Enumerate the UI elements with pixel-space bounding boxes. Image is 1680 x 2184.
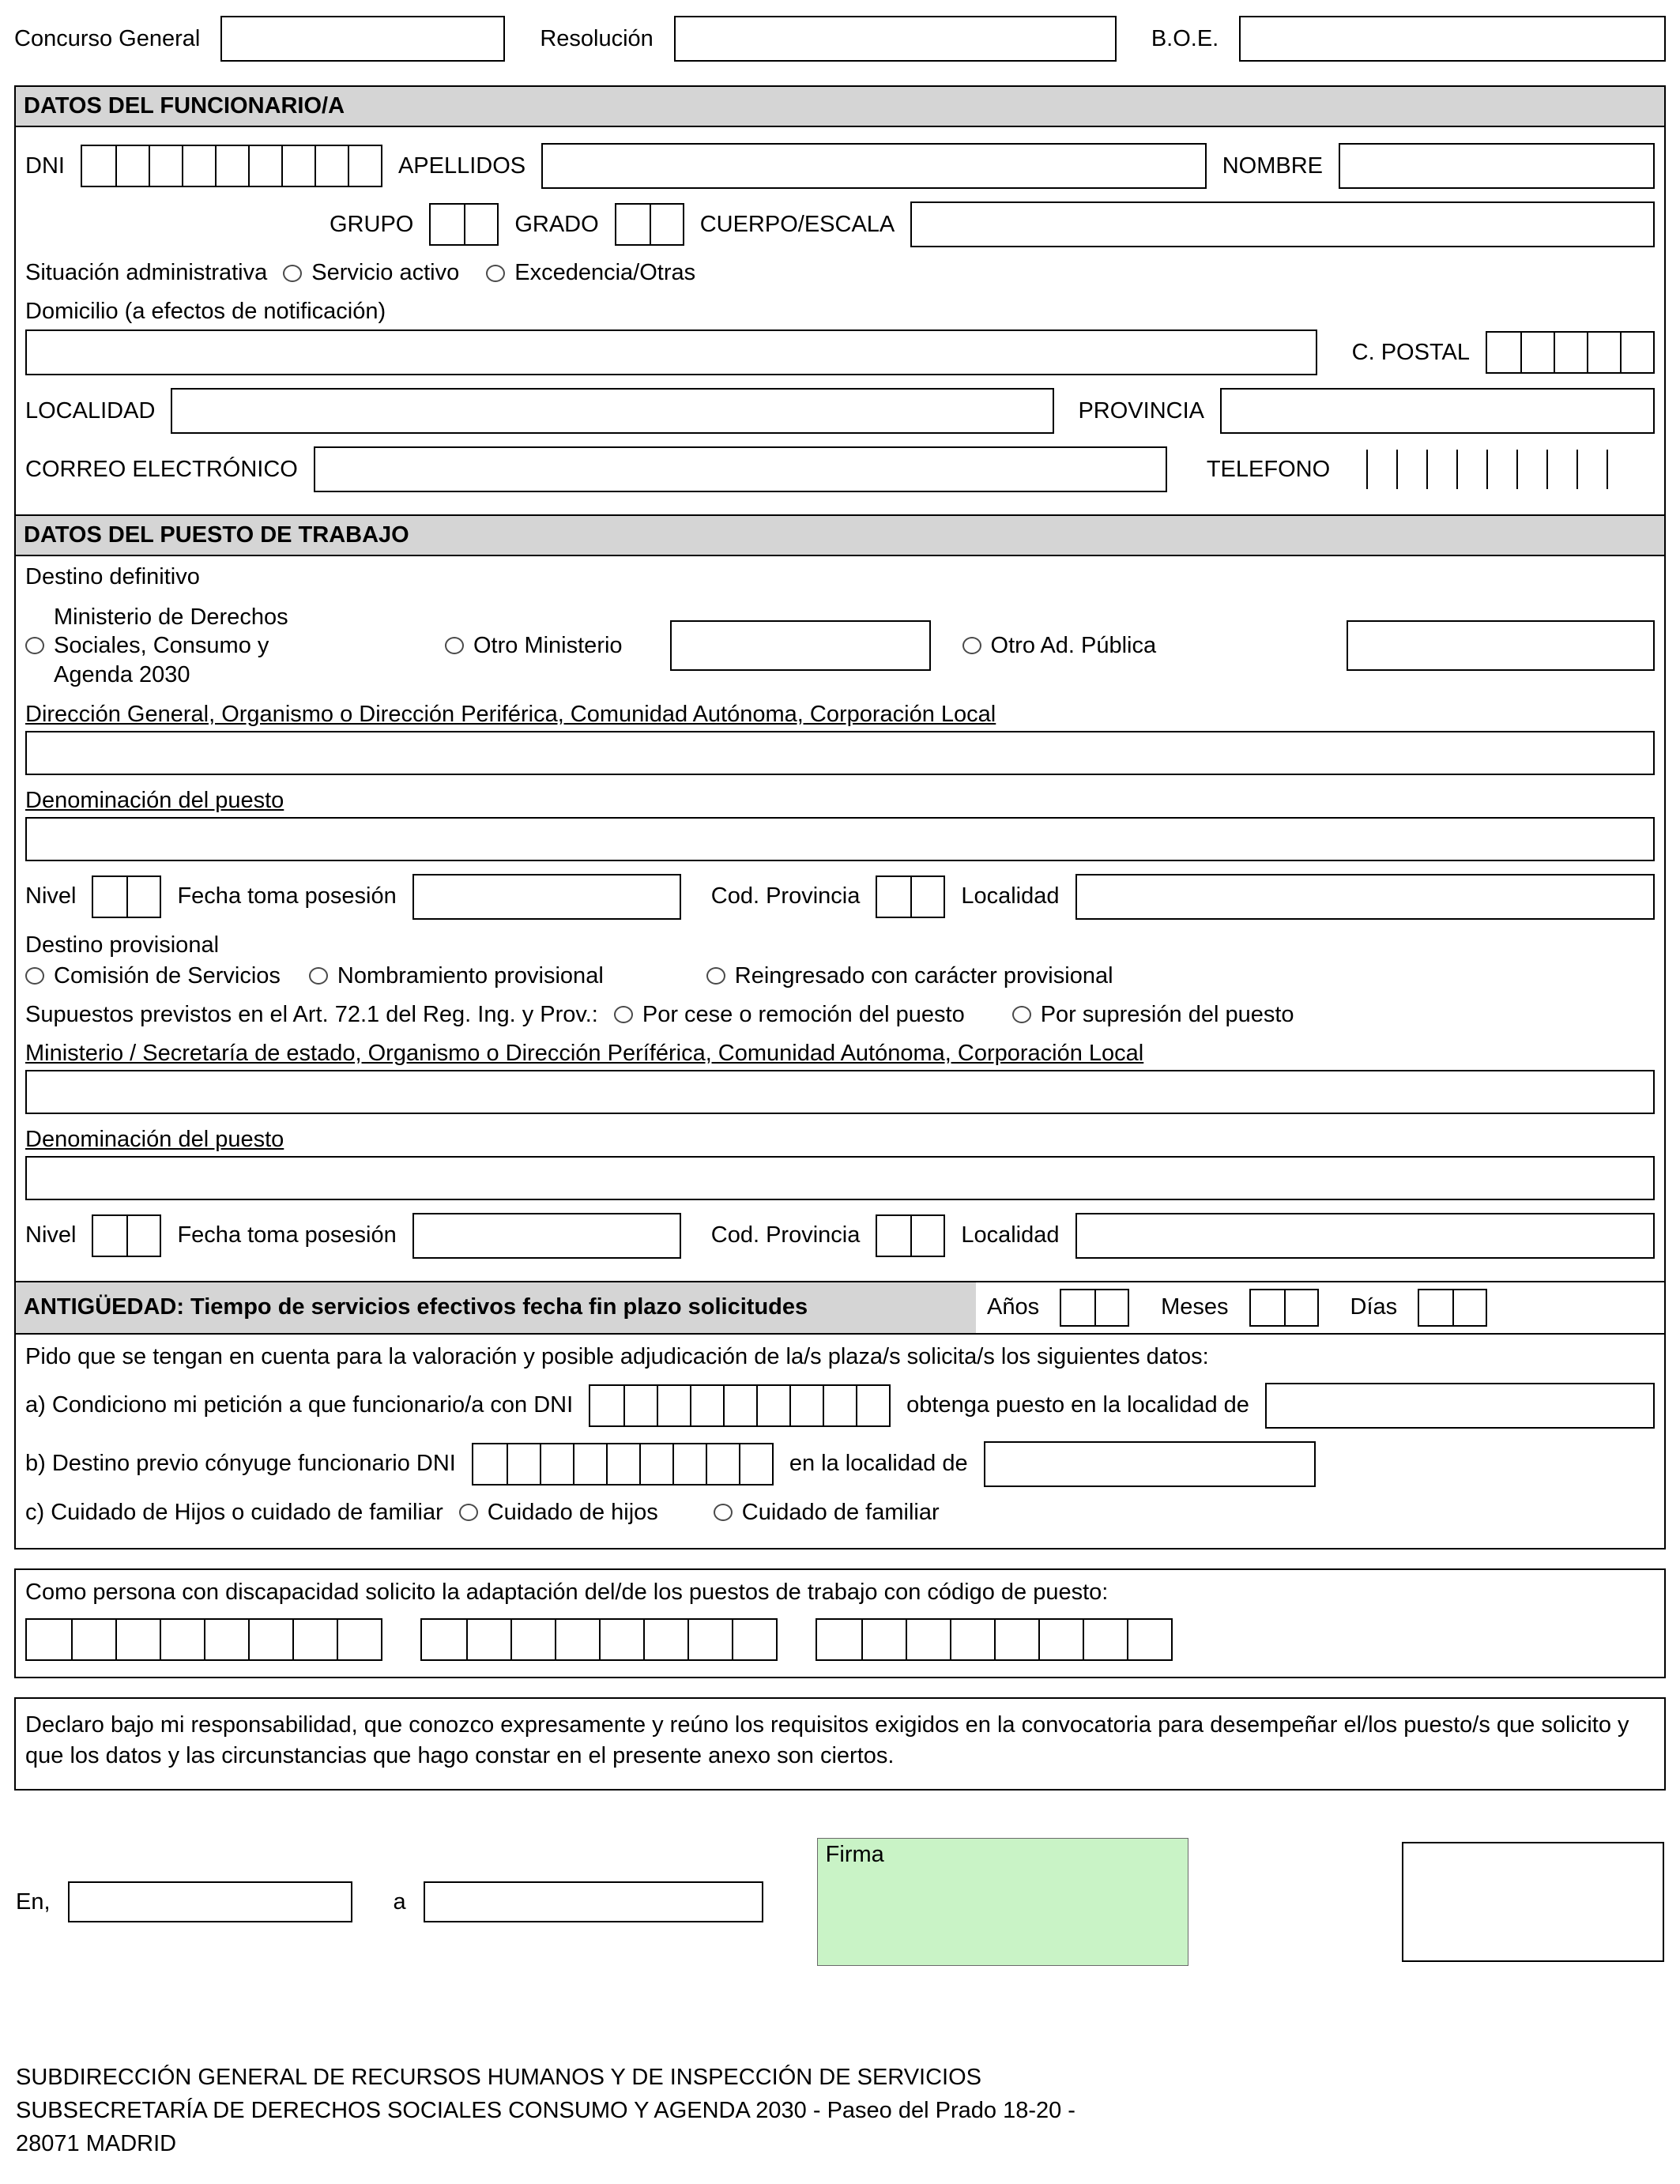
cod-provincia-label: Cod. Provincia xyxy=(710,883,861,909)
otro-ministerio-option[interactable] xyxy=(445,633,623,659)
nivel-definitivo-input[interactable] xyxy=(92,875,161,918)
supuestos-row xyxy=(25,1002,1655,1028)
nivel-definitivo-row xyxy=(25,874,1655,920)
cuidado-familiar-label: Cuidado de familiar xyxy=(741,1499,940,1525)
declaracion-text: Declaro bajo mi responsabilidad, que conozco expresamente y reúno los requisitos exigidos en la convocatoria para desempeñar el/los puesto/s que solicito y que los datos y las circunstancias que hago constar en el presente anexo son ciertos. xyxy=(25,1711,1629,1768)
cuerpo-escala-input[interactable] xyxy=(910,201,1655,247)
antiguedad-header: ANTIGÜEDAD: Tiempo de servicios efectivos fecha fin plazo solicitudes xyxy=(16,1282,976,1333)
footer-line: 28071 MADRID xyxy=(16,2131,177,2157)
cuidado-hijos-option[interactable] xyxy=(459,1500,658,1526)
codigo-puesto-input-3[interactable] xyxy=(816,1618,1173,1661)
fecha-toma-label-2: Fecha toma posesión xyxy=(177,1222,397,1248)
fecha-toma-label: Fecha toma posesión xyxy=(177,883,397,909)
grupo-row xyxy=(330,201,1655,247)
dni-row xyxy=(25,143,1655,189)
domicilio-row xyxy=(25,329,1655,375)
cuerpo-escala-label: CUERPO/ESCALA xyxy=(699,211,895,237)
a-label: a xyxy=(393,1888,406,1915)
ministerio-secretaria-input[interactable] xyxy=(25,1070,1655,1114)
nombramiento-option[interactable] xyxy=(309,963,604,989)
peticion-a-localidad-input[interactable] xyxy=(1265,1383,1655,1429)
otro-ad-publica-option[interactable] xyxy=(962,633,1157,659)
dias-label: Días xyxy=(1350,1294,1398,1320)
peticiones-intro: Pido que se tengan en cuenta para la valoración y posible adjudicación de la/s plaza/s solicita/s los siguientes datos: xyxy=(25,1343,1209,1369)
comision-radio[interactable] xyxy=(25,967,44,985)
dias-input[interactable] xyxy=(1418,1289,1487,1327)
antiguedad-fields xyxy=(976,1282,1664,1333)
footer-line: SUBDIRECCIÓN GENERAL DE RECURSOS HUMANOS Y DE INSPECCIÓN DE SERVICIOS xyxy=(16,2065,982,2091)
nivel-label: Nivel xyxy=(25,883,77,909)
cuidado-hijos-radio[interactable] xyxy=(459,1504,478,1521)
localidad-input[interactable] xyxy=(171,388,1054,434)
meses-input[interactable] xyxy=(1249,1289,1319,1327)
boe-input[interactable] xyxy=(1239,16,1666,62)
resolucion-label: Resolución xyxy=(540,25,654,51)
codigo-puesto-input-2[interactable] xyxy=(420,1618,778,1661)
ministerio-option[interactable] xyxy=(25,603,338,689)
por-supresion-radio[interactable] xyxy=(1012,1006,1031,1023)
fecha-toma-definitivo-input[interactable] xyxy=(412,874,681,920)
direccion-general-label: Dirección General, Organismo o Dirección Periférica, Comunidad Autónoma, Corporación Local xyxy=(25,701,996,727)
puesto-section-header: DATOS DEL PUESTO DE TRABAJO xyxy=(16,516,1664,556)
en-label: En, xyxy=(16,1888,51,1915)
nombramiento-radio[interactable] xyxy=(309,967,328,985)
antiguedad-row xyxy=(16,1282,1664,1333)
peticion-b-row xyxy=(25,1441,1655,1487)
meses-label: Meses xyxy=(1161,1294,1229,1320)
concurso-general-label: Concurso General xyxy=(14,25,201,51)
cod-provincia-definitivo-input[interactable] xyxy=(876,875,945,918)
funcionario-section-header: DATOS DEL FUNCIONARIO/A xyxy=(16,87,1664,127)
nombramiento-label: Nombramiento provisional xyxy=(337,962,604,988)
cuidado-hijos-label: Cuidado de hijos xyxy=(487,1499,658,1525)
peticion-b-after-label: en la localidad de xyxy=(789,1451,968,1477)
por-cese-radio[interactable] xyxy=(614,1006,633,1023)
fecha-toma-provisional-input[interactable] xyxy=(412,1213,681,1259)
cuidado-familiar-radio[interactable] xyxy=(714,1504,733,1521)
antiguedad-section xyxy=(14,1281,1666,1335)
firma-row xyxy=(14,1838,1666,1966)
reingresado-option[interactable] xyxy=(706,963,1113,989)
declaracion-section xyxy=(14,1697,1666,1791)
fecha-input[interactable] xyxy=(424,1881,763,1922)
apellidos-label: APELLIDOS xyxy=(397,153,526,179)
nombre-label: NOMBRE xyxy=(1222,153,1323,179)
nivel-provisional-input[interactable] xyxy=(92,1214,161,1257)
grupo-input[interactable] xyxy=(429,203,499,246)
excedencia-radio[interactable] xyxy=(486,265,505,282)
reingresado-label: Reingresado con carácter provisional xyxy=(734,962,1113,988)
comision-option[interactable] xyxy=(25,963,281,989)
codigo-puesto-input-1[interactable] xyxy=(25,1618,382,1661)
ministerio-radio[interactable] xyxy=(25,637,44,654)
peticion-b-dni-input[interactable] xyxy=(472,1443,774,1485)
destino-definitivo-label: Destino definitivo xyxy=(25,564,200,589)
lugar-input[interactable] xyxy=(68,1881,352,1922)
localidad-puesto-label-2: Localidad xyxy=(961,1222,1060,1248)
destino-definitivo-options-row xyxy=(25,603,1655,689)
servicio-activo-label: Servicio activo xyxy=(311,260,460,285)
correo-label: CORREO ELECTRÓNICO xyxy=(25,456,298,482)
domicilio-input[interactable] xyxy=(25,329,1317,375)
nombre-input[interactable] xyxy=(1339,143,1655,189)
otro-ad-publica-input[interactable] xyxy=(1347,620,1655,671)
domicilio-label: Domicilio (a efectos de notificación) xyxy=(25,299,386,324)
peticion-a-dni-input[interactable] xyxy=(589,1384,891,1427)
telefono-input[interactable] xyxy=(1366,450,1637,489)
anos-label: Años xyxy=(987,1294,1040,1320)
peticion-c-row xyxy=(25,1500,1655,1526)
situacion-label: Situación administrativa xyxy=(25,260,268,285)
discapacidad-section xyxy=(14,1568,1666,1678)
peticion-b-localidad-input[interactable] xyxy=(984,1441,1316,1487)
correo-row xyxy=(25,446,1655,492)
peticiones-section xyxy=(14,1333,1666,1550)
supuestos-label: Supuestos previstos en el Art. 72.1 del Reg. Ing. y Prov.: xyxy=(25,1001,598,1027)
por-supresion-label: Por supresión del puesto xyxy=(1040,1001,1294,1027)
cuidado-familiar-option[interactable] xyxy=(714,1500,940,1526)
por-cese-label: Por cese o remoción del puesto xyxy=(642,1001,965,1027)
provincia-label: PROVINCIA xyxy=(1078,397,1204,424)
otro-ministerio-input[interactable] xyxy=(670,620,931,671)
concurso-general-input[interactable] xyxy=(220,16,505,62)
otro-ministerio-label: Otro Ministerio xyxy=(473,632,623,658)
nivel-provisional-row xyxy=(25,1213,1655,1259)
otro-ad-publica-label: Otro Ad. Pública xyxy=(990,632,1157,658)
servicio-activo-radio[interactable] xyxy=(283,265,302,282)
puesto-section xyxy=(14,514,1666,1282)
localidad-label: LOCALIDAD xyxy=(25,397,156,424)
peticion-a-label: a) Condiciono mi petición a que funcionario/a con DNI xyxy=(25,1392,574,1418)
discapacidad-codes-row xyxy=(25,1618,1655,1661)
peticion-a-after-label: obtenga puesto en la localidad de xyxy=(906,1392,1249,1418)
cod-provincia-label-2: Cod. Provincia xyxy=(710,1222,861,1248)
destino-provisional-options-row xyxy=(25,963,1655,989)
top-row xyxy=(14,16,1666,62)
apellidos-input[interactable] xyxy=(541,143,1207,189)
dni-input[interactable] xyxy=(81,145,382,187)
destino-provisional-label: Destino provisional xyxy=(25,932,220,958)
footer-line: SUBSECRETARÍA DE DERECHOS SOCIALES CONSUMO Y AGENDA 2030 - Paseo del Prado 18-20 - xyxy=(16,2098,1075,2124)
denominacion-provisional-label: Denominación del puesto xyxy=(25,1126,284,1152)
peticion-c-label: c) Cuidado de Hijos o cuidado de familiar xyxy=(25,1499,443,1525)
localidad-puesto-label: Localidad xyxy=(961,883,1060,909)
localidad-provisional-input[interactable] xyxy=(1075,1213,1656,1259)
otro-ad-publica-radio[interactable] xyxy=(962,637,981,654)
c-postal-label: C. POSTAL xyxy=(1351,339,1470,365)
anos-input[interactable] xyxy=(1060,1289,1129,1327)
grado-label: GRADO xyxy=(514,211,599,237)
funcionario-section xyxy=(14,85,1666,516)
ministerio-option-label: Ministerio de Derechos Sociales, Consumo y Agenda 2030 xyxy=(54,604,288,687)
denominacion-provisional-input[interactable] xyxy=(25,1156,1655,1200)
peticion-b-label: b) Destino previo cónyuge funcionario DNI xyxy=(25,1451,456,1477)
peticion-a-row xyxy=(25,1383,1655,1429)
otro-ministerio-radio[interactable] xyxy=(445,637,464,654)
sello-box[interactable] xyxy=(1402,1842,1664,1962)
servicio-activo-option[interactable] xyxy=(283,260,459,286)
direccion-general-input[interactable] xyxy=(25,731,1655,775)
por-supresion-option[interactable] xyxy=(1012,1002,1294,1028)
telefono-label: TELEFONO xyxy=(1206,456,1331,482)
footer xyxy=(14,2061,1666,2160)
dni-label: DNI xyxy=(25,153,65,179)
por-cese-option[interactable] xyxy=(614,1002,965,1028)
localidad-row xyxy=(25,388,1655,434)
grado-input[interactable] xyxy=(615,203,684,246)
boe-label: B.O.E. xyxy=(1151,25,1219,51)
cod-provincia-provisional-input[interactable] xyxy=(876,1214,945,1257)
excedencia-label: Excedencia/Otras xyxy=(514,260,696,285)
c-postal-input[interactable] xyxy=(1486,331,1655,374)
localidad-definitivo-input[interactable] xyxy=(1075,874,1656,920)
reingresado-radio[interactable] xyxy=(706,967,725,985)
provincia-input[interactable] xyxy=(1220,388,1655,434)
denominacion-definitivo-label: Denominación del puesto xyxy=(25,787,284,813)
denominacion-definitivo-input[interactable] xyxy=(25,817,1655,861)
firma-area[interactable] xyxy=(817,1838,1188,1966)
ministerio-secretaria-label: Ministerio / Secretaría de estado, Organismo o Dirección Períférica, Comunidad Autónoma, Corporación Local xyxy=(25,1040,1144,1066)
grupo-label: GRUPO xyxy=(330,211,414,237)
excedencia-option[interactable] xyxy=(486,260,695,286)
firma-label: Firma xyxy=(825,1842,884,1868)
resolucion-input[interactable] xyxy=(674,16,1117,62)
discapacidad-text: Como persona con discapacidad solicito la adaptación del/de los puestos de trabajo con código de puesto: xyxy=(25,1579,1109,1605)
correo-input[interactable] xyxy=(314,446,1167,492)
comision-label: Comisión de Servicios xyxy=(54,962,281,988)
nivel-label-2: Nivel xyxy=(25,1222,77,1248)
situacion-row xyxy=(25,260,1655,286)
